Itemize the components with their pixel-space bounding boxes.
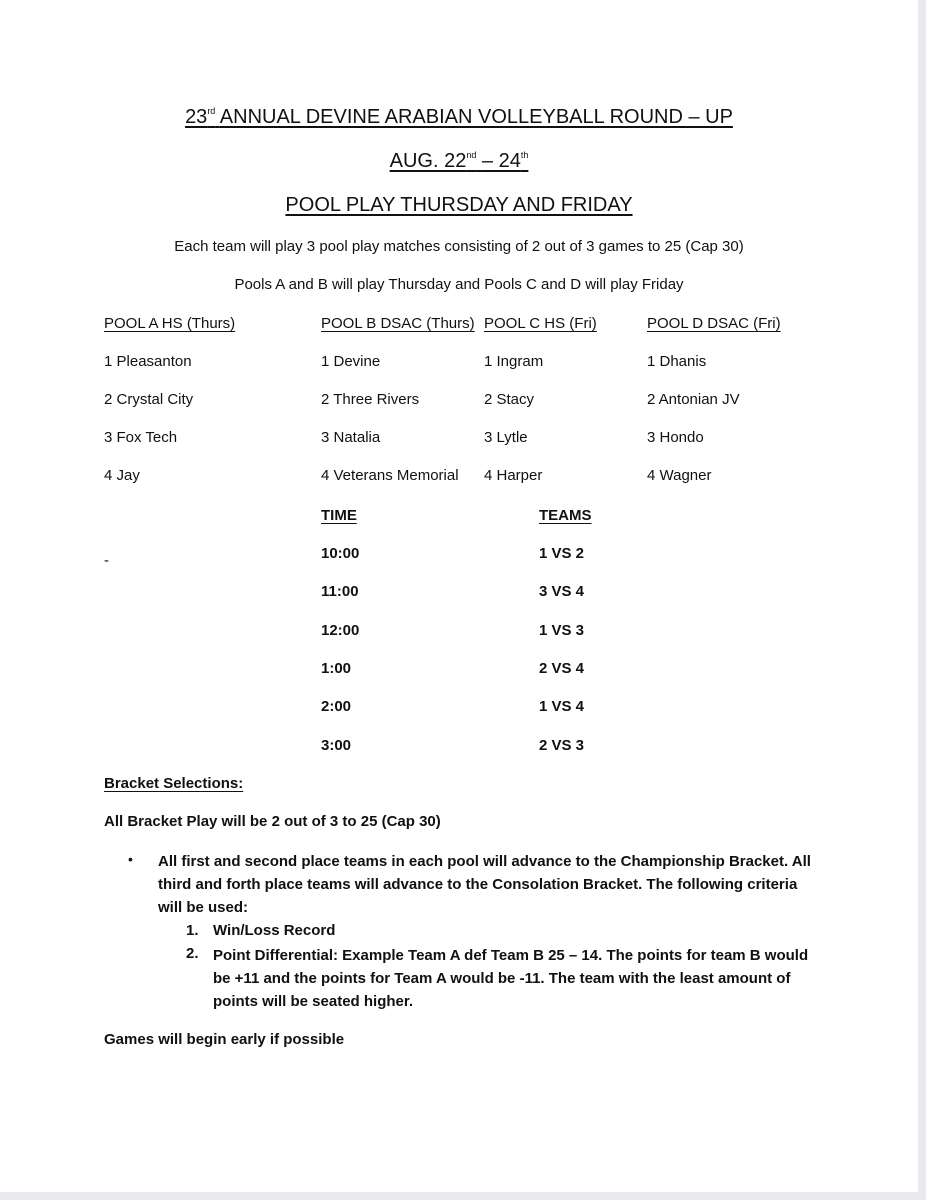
bracket-advancement-text: All first and second place teams in each pool will advance to the Championship Bracket. All third and forth place teams will advance to the Consolation Bracket. The following criteria will be used:	[158, 853, 811, 916]
teams-column-header: TEAMS	[539, 507, 592, 524]
pool-c-team-3: 3 Lytle	[484, 429, 528, 446]
pool-b-team-4: 4 Veterans Memorial	[321, 467, 459, 484]
pool-d-team-4: 4 Wagner	[647, 467, 712, 484]
schedule-time-3: 12:00	[321, 622, 360, 639]
criteria-text-1: Win/Loss Record	[213, 922, 336, 939]
schedule-time-4: 1:00	[321, 660, 352, 677]
title-number: 23	[185, 106, 208, 128]
schedule-time-6: 3:00	[321, 737, 352, 754]
schedule-match-3: 1 VS 3	[539, 622, 585, 639]
schedule-match-4: 2 VS 4	[539, 660, 585, 677]
pool-d-team-2: 2 Antonian JV	[647, 391, 740, 408]
pool-c-heading: POOL C HS (Fri)	[484, 315, 597, 332]
pool-b-team-2: 2 Three Rivers	[321, 391, 420, 408]
page-title	[0, 106, 918, 129]
footer-note: Games will begin early if possible	[104, 1031, 345, 1048]
criteria-number-2: 2.	[186, 945, 199, 962]
stray-mark: -	[104, 552, 109, 569]
criteria-number-1: 1.	[186, 922, 199, 939]
info-line-days: Pools A and B will play Thursday and Pools C and D will play Friday	[234, 276, 684, 293]
date-end-ordinal: th	[520, 150, 529, 160]
bracket-heading: Bracket Selections:	[104, 775, 244, 792]
schedule-match-6: 2 VS 3	[539, 737, 585, 754]
time-column-header: TIME	[321, 507, 357, 524]
pool-c-team-4: 4 Harper	[484, 467, 543, 484]
pool-a-team-3: 3 Fox Tech	[104, 429, 178, 446]
schedule-time-1: 10:00	[321, 545, 360, 562]
schedule-match-1: 1 VS 2	[539, 545, 585, 562]
pool-a-heading: POOL A HS (Thurs)	[104, 315, 236, 332]
event-dates	[0, 150, 918, 173]
pool-c-team-1: 1 Ingram	[484, 353, 544, 370]
pool-b-team-3: 3 Natalia	[321, 429, 381, 446]
pool-b-heading: POOL B DSAC (Thurs)	[321, 315, 475, 332]
bracket-rule: All Bracket Play will be 2 out of 3 to 25 (Cap 30)	[104, 813, 441, 830]
pool-c-team-2: 2 Stacy	[484, 391, 535, 408]
pool-a-team-4: 4 Jay	[104, 467, 140, 484]
pool-d-heading: POOL D DSAC (Fri)	[647, 315, 781, 332]
pool-b-team-1: 1 Devine	[321, 353, 381, 370]
criteria-text-2: Point Differential: Example Team A def Team B 25 – 14. The points for team B would be +11 and the points for Team A would be -11. The team with the least amount of points will be seated higher.	[213, 947, 809, 1010]
pool-d-team-1: 1 Dhanis	[647, 353, 707, 370]
pool-a-team-2: 2 Crystal City	[104, 391, 194, 408]
title-text: ANNUAL DEVINE ARABIAN VOLLEYBALL ROUND – UP	[219, 106, 733, 128]
schedule-match-5: 1 VS 4	[539, 698, 585, 715]
title-ordinal: rd	[207, 106, 216, 116]
schedule-match-2: 3 VS 4	[539, 583, 585, 600]
date-end: – 24	[481, 150, 521, 172]
pool-d-team-3: 3 Hondo	[647, 429, 704, 446]
pool-a-team-1: 1 Pleasanton	[104, 353, 192, 370]
page-subtitle: POOL PLAY THURSDAY AND FRIDAY	[285, 194, 633, 216]
bullet-icon: •	[128, 851, 133, 867]
schedule-time-2: 11:00	[321, 583, 359, 600]
schedule-time-5: 2:00	[321, 698, 352, 715]
date-start-ordinal: nd	[466, 150, 477, 160]
date-start: AUG. 22	[389, 150, 467, 172]
info-line-matches: Each team will play 3 pool play matches consisting of 2 out of 3 games to 25 (Cap 30)	[174, 238, 744, 255]
